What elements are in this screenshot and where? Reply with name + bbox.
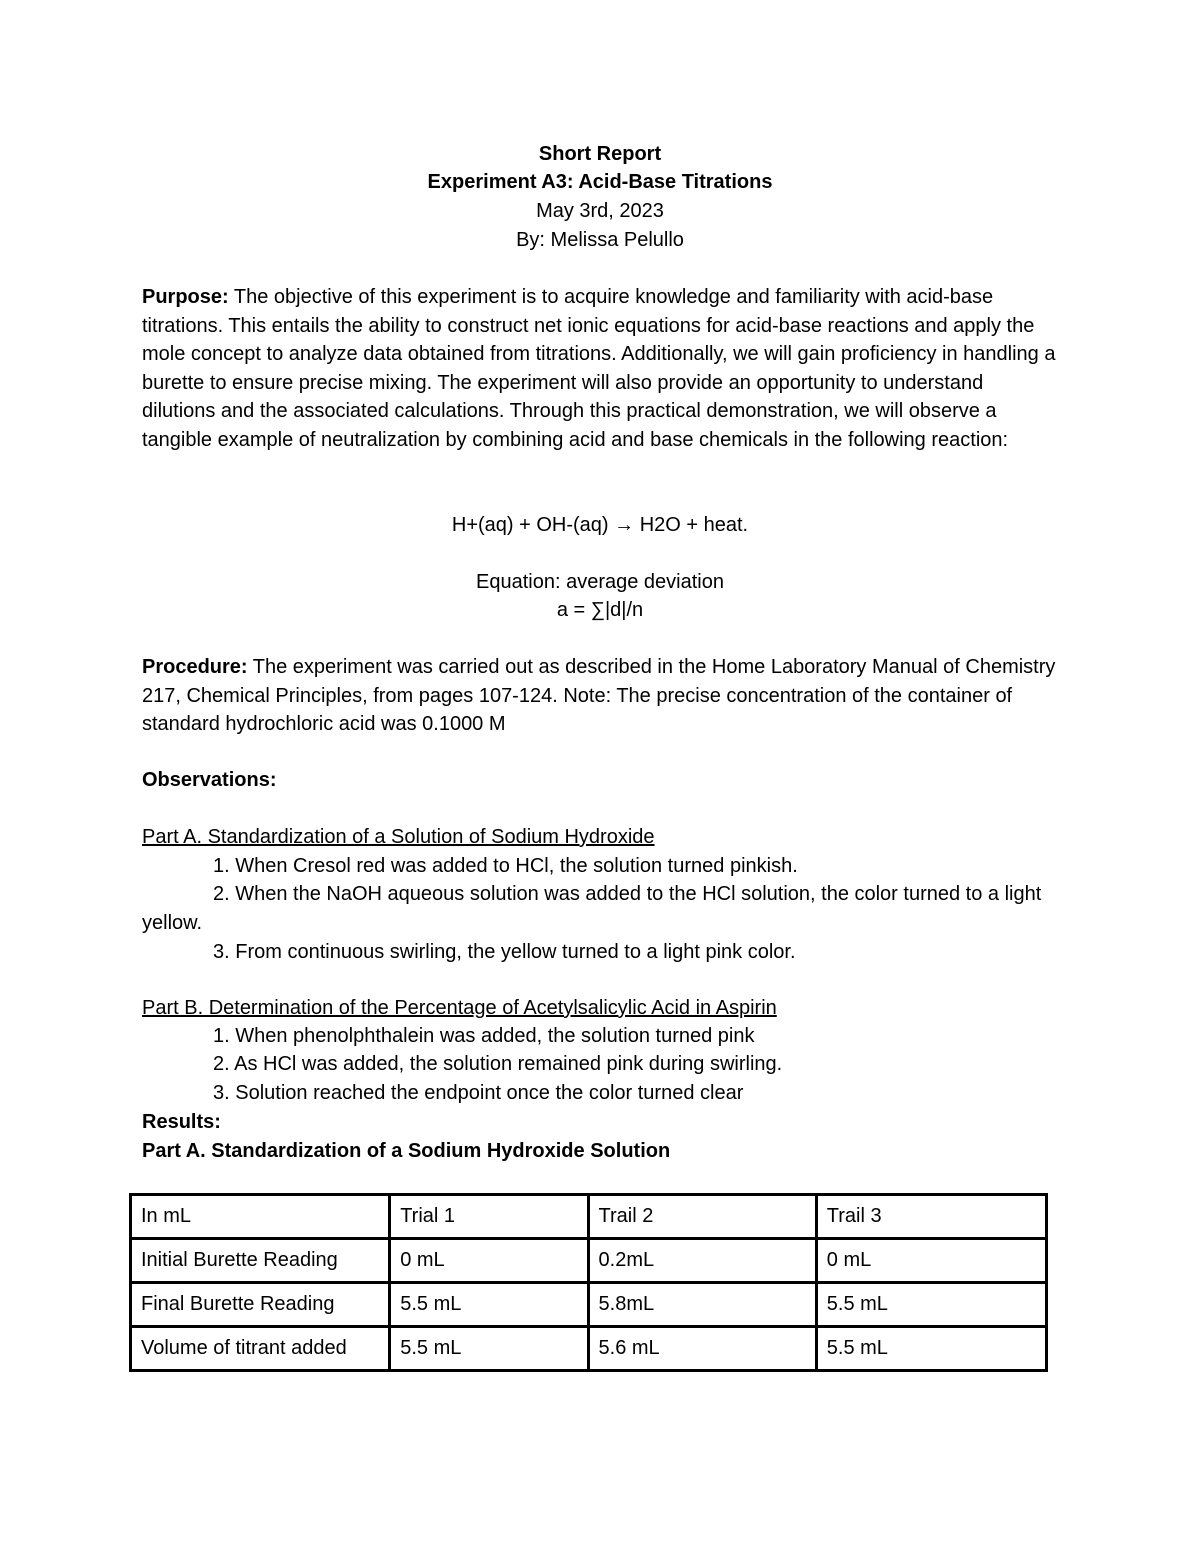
table-cell: 5.5 mL (390, 1283, 588, 1327)
table-cell: 5.5 mL (390, 1327, 588, 1371)
list-item: 3. From continuous swirling, the yellow turned to a light pink color. (213, 941, 796, 963)
observations-heading: Observations: (142, 769, 277, 791)
list-item: 1. When Cresol red was added to HCl, the solution turned pinkish. (213, 855, 798, 877)
purpose-paragraph (142, 283, 1062, 455)
report-title: Short Report (538, 143, 662, 165)
list-item: 3. Solution reached the endpoint once the color turned clear (213, 1082, 744, 1104)
list-item: 2. When the NaOH aqueous solution was added to the HCl solution, the color turned to a light yellow. (142, 883, 1042, 934)
results-part-a-heading: Part A. Standardization of a Sodium Hydroxide Solution (142, 1140, 671, 1162)
table-cell: Final Burette Reading (131, 1283, 390, 1327)
results-heading: Results: (142, 1111, 221, 1133)
part-b-observation-heading: Part B. Determination of the Percentage of Acetylsalicylic Acid in Aspirin (142, 997, 777, 1019)
table-row (131, 1327, 1047, 1371)
table-header-cell: Trail 2 (588, 1195, 816, 1239)
table-cell: 5.8mL (588, 1283, 816, 1327)
purpose-label: Purpose: (142, 286, 229, 308)
table-header-row (131, 1195, 1047, 1239)
table-row (131, 1283, 1047, 1327)
procedure-text: The experiment was carried out as described in the Home Laboratory Manual of Chemistry 217, Chemical Principles, from pages 107-124. Note: The precise concentration of the container of standard hydrochloric acid was 0.1000 M (142, 656, 1056, 736)
table-cell: Volume of titrant added (131, 1327, 390, 1371)
list-item: 1. When phenolphthalein was added, the solution turned pink (213, 1025, 755, 1047)
purpose-text: The objective of this experiment is to acquire knowledge and familiarity with acid-base titrations. This entails the ability to construct net ionic equations for acid-base reactions and apply the mole concept to analyze data obtained from titrations. Additionally, we will gain proficiency in handling a burette to ensure precise mixing. The experiment will also provide an opportunity to understand dilutions and the associated calculations. Through this practical demonstration, we will observe a tangible example of neutralization by combining acid and base chemicals in the following reaction: (142, 286, 1056, 451)
table-cell: Initial Burette Reading (131, 1239, 390, 1283)
equation-formula: a = ∑|d|/n (556, 599, 644, 621)
list-item: 2. As HCl was added, the solution remained pink during swirling. (213, 1053, 783, 1075)
report-author: By: Melissa Pelullo (516, 229, 684, 251)
table-cell: 0 mL (816, 1239, 1046, 1283)
part-a-observation-heading: Part A. Standardization of a Solution of Sodium Hydroxide (142, 826, 655, 848)
table-header-cell: Trial 1 (390, 1195, 588, 1239)
experiment-title: Experiment A3: Acid-Base Titrations (427, 171, 773, 193)
procedure-label: Procedure: (142, 656, 248, 678)
reaction-equation: H+(aq) + OH-(aq) → H2O + heat. (451, 514, 749, 536)
table-cell: 0.2mL (588, 1239, 816, 1283)
table-cell: 5.5 mL (816, 1283, 1046, 1327)
table-cell: 0 mL (390, 1239, 588, 1283)
table-row (131, 1239, 1047, 1283)
table-header-cell: In mL (131, 1195, 390, 1239)
table-header-cell: Trail 3 (816, 1195, 1046, 1239)
burette-readings-table (129, 1193, 1048, 1372)
report-date: May 3rd, 2023 (536, 200, 664, 222)
table-cell: 5.6 mL (588, 1327, 816, 1371)
procedure-paragraph (142, 653, 1062, 739)
equation-label: Equation: average deviation (476, 571, 724, 593)
table-cell: 5.5 mL (816, 1327, 1046, 1371)
